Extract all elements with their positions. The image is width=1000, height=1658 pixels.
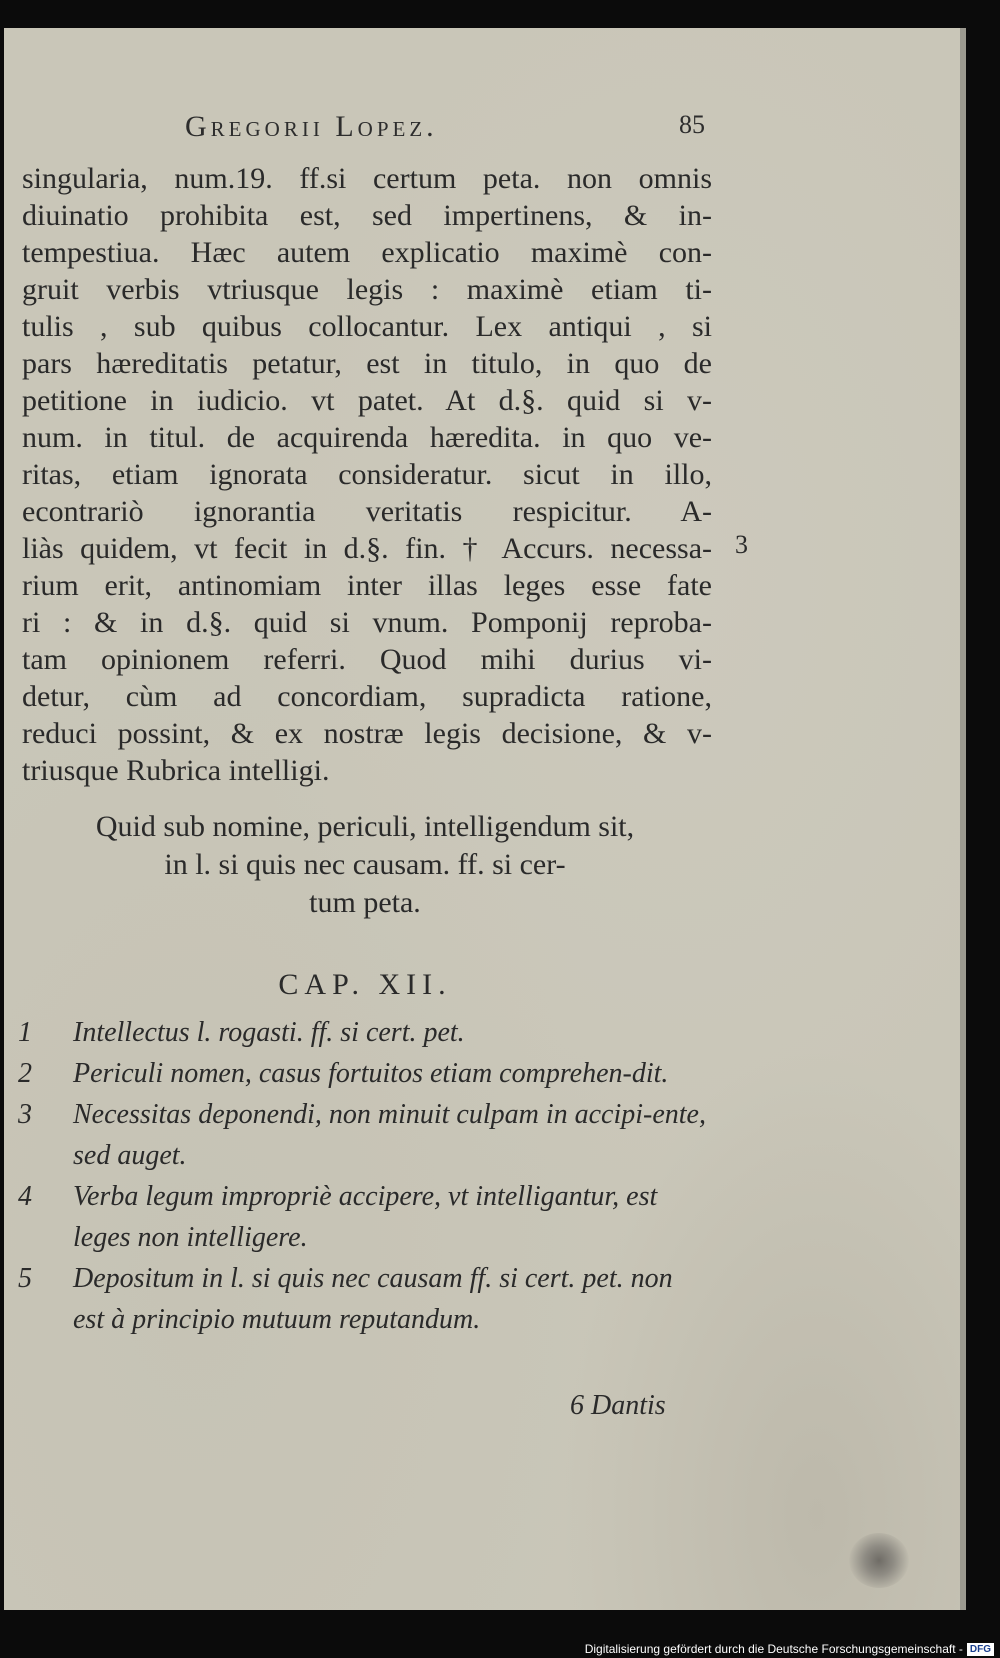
summary-item xyxy=(18,1053,708,1094)
chapter-heading-line: Quid sub nomine, periculi, intelligendum sit, xyxy=(95,810,635,843)
summary-item-text: Intellectus l. rogasti. ff. si cert. pet. xyxy=(73,1017,465,1048)
text-line: triusque Rubrica intelligi. xyxy=(22,754,330,787)
text-line: gruit verbis vtriusque legis : maximè etiam ti- xyxy=(22,273,712,306)
credit-text: Digitalisierung gefördert durch die Deutsche Forschungsgemeinschaft - xyxy=(584,1642,963,1656)
text-line: diuinatio prohibita est, sed impertinens, & in- xyxy=(22,199,712,232)
chapter-heading xyxy=(20,808,710,922)
digitization-credit xyxy=(585,1642,994,1656)
summary-item-number: 5 xyxy=(18,1263,32,1294)
text-line: tulis , sub quibus collocantur. Lex antiqui , si xyxy=(22,310,712,343)
summary-item xyxy=(18,1258,708,1340)
running-header xyxy=(185,110,705,150)
text-line: num. in titul. de acquirenda hæredita. in quo ve- xyxy=(22,421,712,454)
text-line: ri : & in d.§. quid si vnum. Pomponij reproba- xyxy=(22,606,712,639)
summary-item xyxy=(18,1094,708,1176)
text-line: ritas, etiam ignorata consideratur. sicut in illo, xyxy=(22,458,712,491)
marginal-note-number: 3 xyxy=(735,530,748,559)
text-line: econtrariò ignorantia veritatis respicitur. A- xyxy=(22,495,712,528)
summary-item-number: 3 xyxy=(18,1099,32,1130)
chapter-heading-line: in l. si quis nec causam. ff. si cer- xyxy=(164,848,566,881)
folio-number: 85 xyxy=(679,110,705,139)
catchword: 6 Dantis xyxy=(570,1390,666,1421)
text-line: petitione in iudicio. vt patet. At d.§. quid si v- xyxy=(22,384,712,417)
chapter-summary-list xyxy=(18,1012,708,1340)
chapter-number: CAP. XII. xyxy=(278,968,452,1001)
summary-item-text: Necessitas deponendi, non minuit culpam in accipi-ente, sed auget. xyxy=(73,1099,706,1171)
text-line: reduci possint, & ex nostræ legis decisione, & v- xyxy=(22,717,712,750)
summary-item-number: 2 xyxy=(18,1058,32,1089)
summary-item-text: Depositum in l. si quis nec causam ff. si cert. pet. non est à principio mutuum reputandum. xyxy=(73,1263,673,1335)
dfg-logo: DFG xyxy=(967,1643,994,1656)
ink-stain xyxy=(849,1533,909,1588)
summary-item-number: 4 xyxy=(18,1181,32,1212)
summary-item xyxy=(18,1176,708,1258)
text-line: rium erit, antinomiam inter illas leges esse fate xyxy=(22,569,712,602)
chapter-heading-line: tum peta. xyxy=(309,886,421,919)
body-paragraph xyxy=(22,160,712,789)
summary-item-text: Periculi nomen, casus fortuitos etiam comprehen-dit. xyxy=(73,1058,669,1089)
summary-item xyxy=(18,1012,708,1053)
text-line: liàs quidem, vt fecit in d.§. fin. † Accurs. necessa- xyxy=(22,532,712,565)
running-title: Gregorii Lopez. xyxy=(185,110,438,143)
text-line: pars hæreditatis petatur, est in titulo, in quo de xyxy=(22,347,712,380)
text-line: singularia, num.19. ff.si certum peta. non omnis xyxy=(22,162,712,195)
text-line: tempestiua. Hæc autem explicatio maximè con- xyxy=(22,236,712,269)
text-line: tam opinionem referri. Quod mihi durius vi- xyxy=(22,643,712,676)
summary-item-number: 1 xyxy=(18,1017,32,1048)
text-line: detur, cùm ad concordiam, supradicta ratione, xyxy=(22,680,712,713)
summary-item-text: Verba legum impropriè accipere, vt intelligantur, est leges non intelligere. xyxy=(73,1181,658,1253)
